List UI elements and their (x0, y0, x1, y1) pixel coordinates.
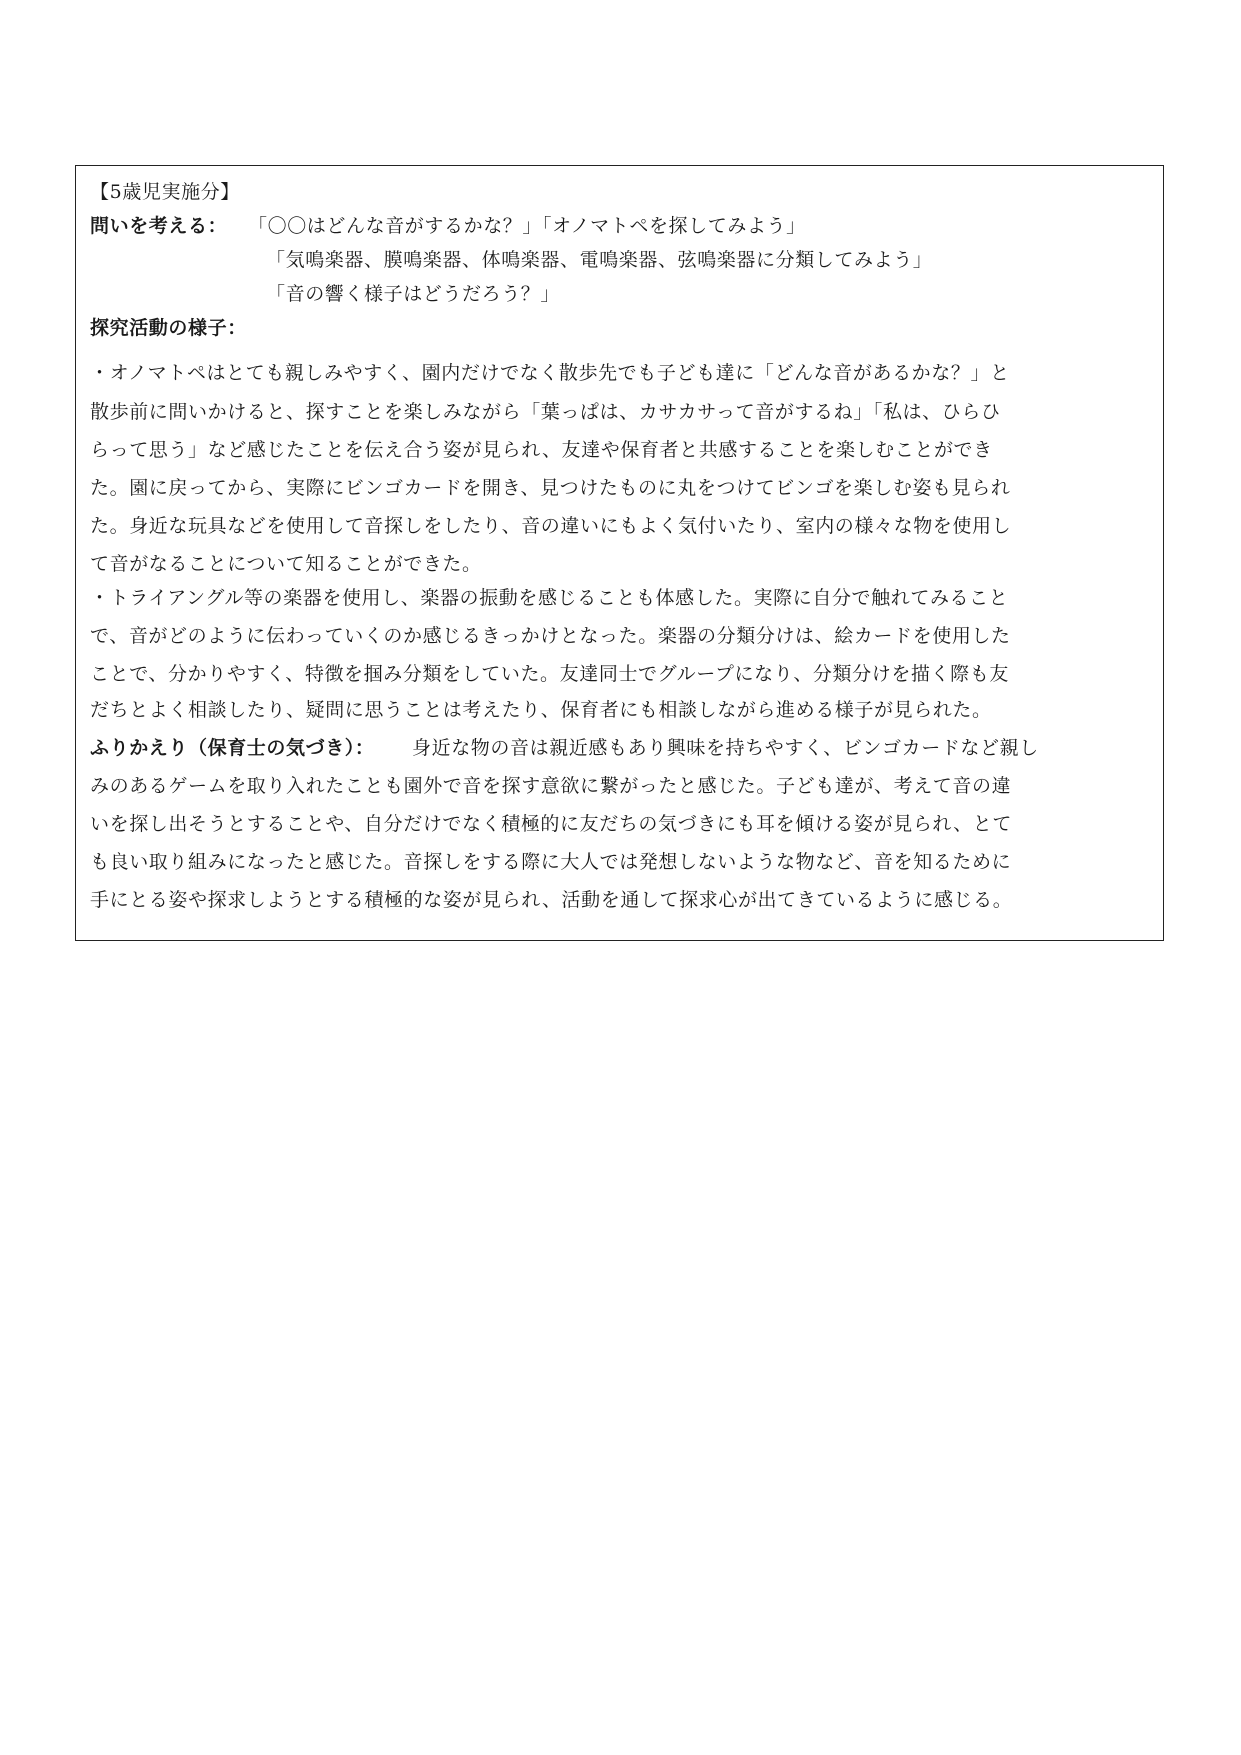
activity-line: ことで、分かりやすく、特徴を掴み分類をしていた。友達同士でグループになり、分類分けを描く際も友 (90, 663, 1009, 685)
activity-line: ・トライアングル等の楽器を使用し、楽器の振動を感じることも体感した。実際に自分で触れてみること (90, 587, 1009, 609)
activity-line: らって思う」など感じたことを伝え合う姿が見られ、友達や保育者と共感することを楽しむことができ (90, 439, 993, 461)
activity-line: だちとよく相談したり、疑問に思うことは考えたり、保育者にも相談しながら進める様子が見られた。 (90, 699, 992, 721)
reflection-label: ふりかえり（保育士の気づき）： (90, 737, 375, 759)
question-line: 「気鳴楽器、膜鳴楽器、体鳴楽器、電鳴楽器、弦鳴楽器に分類してみよう」 (266, 249, 933, 271)
reflection-line: 手にとる姿や探求しようとする積極的な姿が見られ、活動を通して探求心が出てきているように感じる。 (90, 889, 1013, 911)
activity-label: 探究活動の様子： (90, 317, 247, 339)
activity-line: 散歩前に問いかけると、探すことを楽しみながら「葉っぱは、カサカサって音がするね」「私は、ひらひ (90, 401, 1001, 423)
activity-line: た。園に戻ってから、実際にビンゴカードを開き、見つけたものに丸をつけてビンゴを楽しむ姿も見られ (90, 477, 1011, 499)
reflection-line: みのあるゲームを取り入れたことも園外で音を探す意欲に繋がったと感じた。子ども達が、考えて音の違 (90, 775, 1012, 797)
activity-line: て音がなることについて知ることができた。 (90, 553, 482, 575)
reflection-line: いを探し出そうとすることや、自分だけでなく積極的に友だちの気づきにも耳を傾ける姿が見られ、とて (90, 813, 1012, 835)
question-line: 「〇〇はどんな音がするかな？」「オノマトペを探してみよう」 (248, 215, 806, 237)
question-line: 「音の響く様子はどうだろう？」 (266, 283, 561, 305)
activity-line: た。身近な玩具などを使用して音探しをしたり、音の違いにもよく気付いたり、室内の様々な物を使用し (90, 515, 1012, 537)
questions-label: 問いを考える： (90, 215, 228, 237)
reflection-line: 身近な物の音は親近感もあり興味を持ちやすく、ビンゴカードなど親し (412, 737, 1039, 759)
reflection-line: も良い取り組みになったと感じた。音探しをする際に大人では発想しないような物など、音を知るために (90, 851, 1012, 873)
activity-line: ・オノマトペはとても親しみやすく、園内だけでなく散歩先でも子ども達に「どんな音があるかな？」と (90, 362, 1010, 384)
section-heading: 【5歳児実施分】 (90, 181, 240, 203)
activity-line: で、音がどのように伝わっていくのか感じるきっかけとなった。楽器の分類分けは、絵カードを使用した (90, 625, 1011, 647)
report-box (75, 165, 1164, 941)
